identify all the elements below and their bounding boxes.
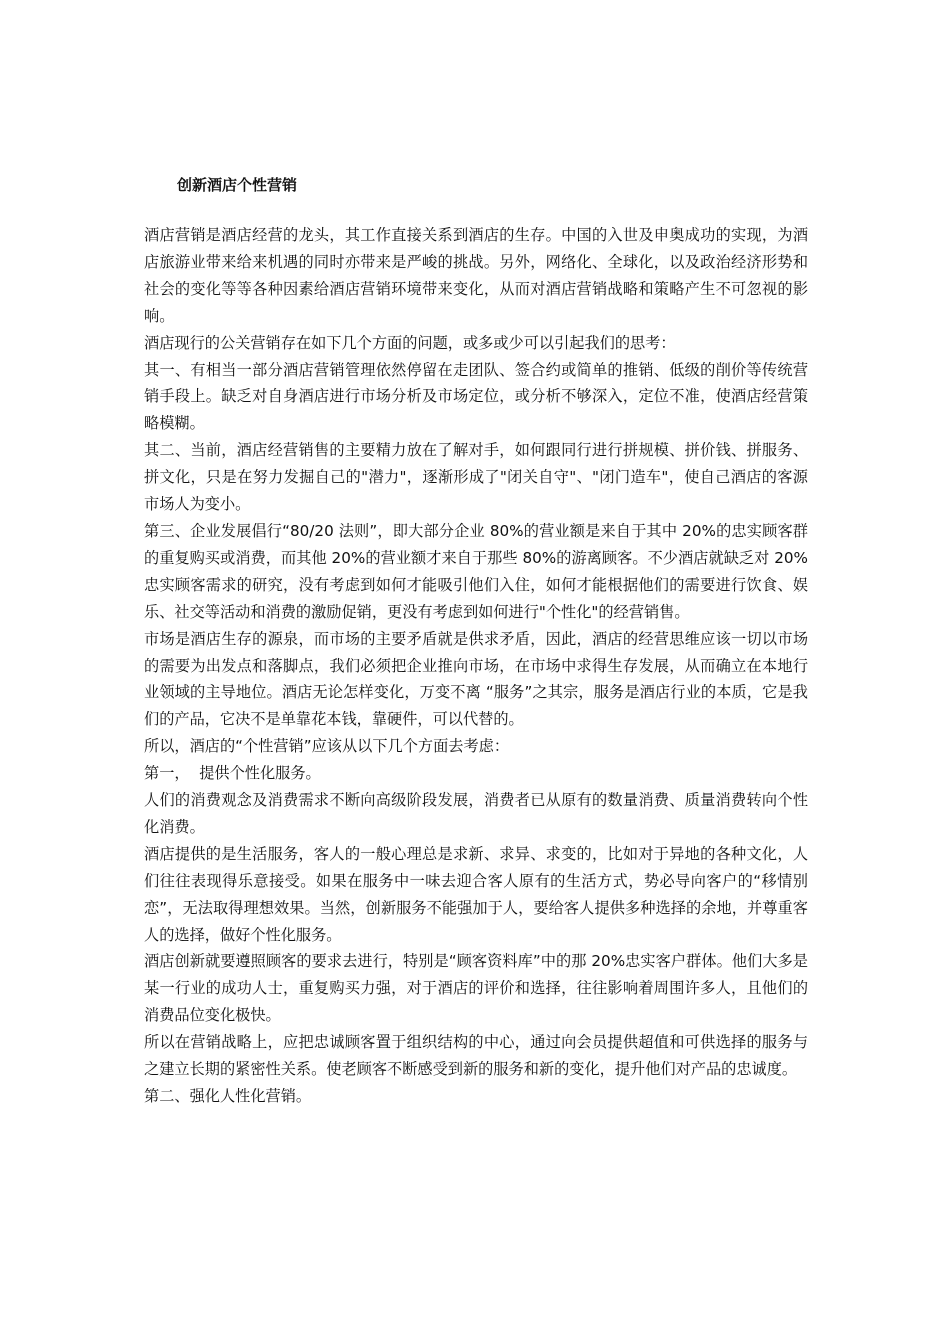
paragraph: 人们的消费观念及消费需求不断向高级阶段发展，消费者已从原有的数量消费、质量消费转向个性化消费。 [144, 791, 808, 836]
document-title: 创新酒店个性营销 [177, 176, 298, 194]
paragraph: 第二、强化人性化营销。 [144, 1087, 312, 1105]
paragraph: 酒店现行的公关营销存在如下几个方面的问题，或多或少可以引起我们的思考： [144, 333, 676, 352]
document-body [144, 222, 808, 1110]
paragraph: 市场是酒店生存的源泉，而市场的主要矛盾就是供求矛盾，因此，酒店的经营思维应该一切以市场的需要为出发点和落脚点，我们必须把企业推向市场，在市场中求得生存发展，从而确立在本地行业领域的主导地位。酒店无论怎样变化，万变不离 “服务”之其宗，服务是酒店行业的本质，它是我们的产品，它决不是单靠花本钱，靠硬件，可以代替的。 [144, 629, 808, 729]
paragraph: 第三、企业发展倡行“80/20 法则”，即大部分企业 80%的营业额是来自于其中 20%的忠实顾客群的重复购买或消费，而其他 20%的营业额才来自于那些 80%的游离顾客。不少酒店就缺乏对 20%忠实顾客需求的研究，没有考虑到如何才能吸引他们入住，如何才能根据他们的需要进行饮食、娱乐、社交等活动和消费的激励促销，更没有考虑到如何进行"个性化"的经营销售。 [144, 521, 808, 621]
paragraph: 酒店提供的是生活服务，客人的一般心理总是求新、求异、求变的，比如对于异地的各种文化，人们往往表现得乐意接受。如果在服务中一味去迎合客人原有的生活方式，势必导向客户的“移情别恋”，无法取得理想效果。当然，创新服务不能强加于人，要给客人提供多种选择的余地，并尊重客人的选择，做好个性化服务。 [144, 844, 808, 944]
paragraph: 酒店营销是酒店经营的龙头，其工作直接关系到酒店的生存。中国的入世及申奥成功的实现，为酒店旅游业带来给来机遇的同时亦带来是严峻的挑战。另外，网络化、全球化，以及政治经济形势和社会的变化等等各种因素给酒店营销环境带来变化，从而对酒店营销战略和策略产生不可忽视的影响。 [144, 226, 808, 325]
paragraph: 其二、当前，酒店经营销售的主要精力放在了解对手，如何跟同行进行拼规模、拼价钱、拼服务、拼文化，只是在努力发掘自己的"潜力"，逐渐形成了"闭关自守"、"闭门造车"，使自己酒店的客源市场人为变小。 [144, 441, 808, 514]
paragraph: 所以，酒店的“个性营销”应该从以下几个方面去考虑： [144, 737, 510, 756]
paragraph: 酒店创新就要遵照顾客的要求去进行，特别是“顾客资料库”中的那 20%忠实客户群体。他们大多是某一行业的成功人士，重复购买力强，对于酒店的评价和选择，往往影响着周围许多人，且他们的消费品位变化极快。 [144, 952, 808, 1025]
paragraph: 第一， 提供个性化服务。 [144, 764, 321, 783]
paragraph: 其一、有相当一部分酒店营销管理依然停留在走团队、签合约或简单的推销、低级的削价等传统营销手段上。缺乏对自身酒店进行市场分析及市场定位，或分析不够深入，定位不准，使酒店经营策略模糊。 [144, 360, 808, 433]
paragraph: 所以在营销战略上，应把忠诚顾客置于组织结构的中心，通过向会员提供超值和可供选择的服务与之建立长期的紧密性关系。使老顾客不断感受到新的服务和新的变化，提升他们对产品的忠诚度。 [144, 1033, 808, 1079]
